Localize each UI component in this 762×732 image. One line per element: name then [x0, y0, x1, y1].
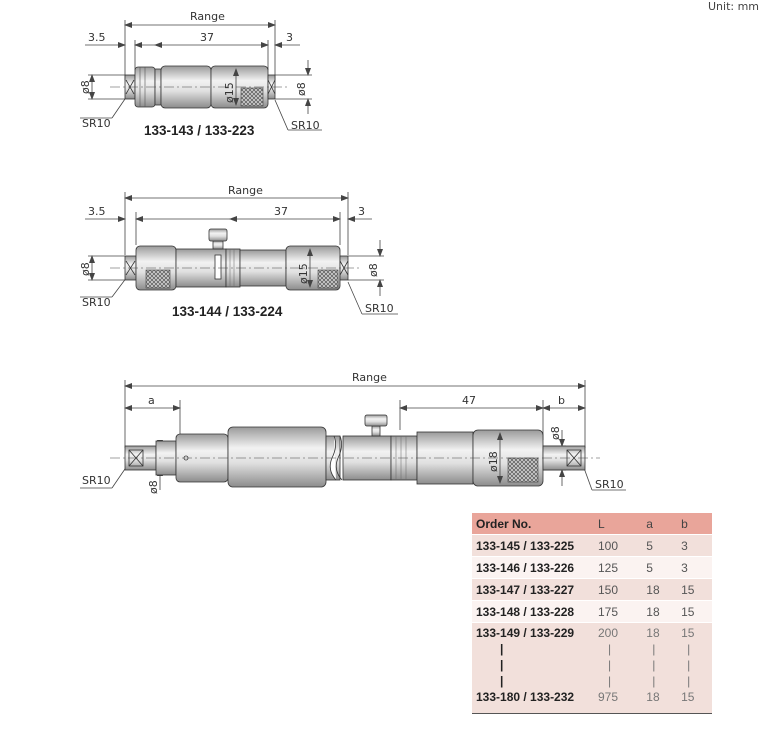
row-a-range: [642, 623, 677, 714]
continuation-mark: |: [500, 642, 504, 656]
drawing-2-length: 37: [274, 205, 288, 218]
drawing-2-right-offset: 3: [358, 205, 365, 218]
header-L: L: [598, 516, 605, 531]
continuation-mark: |: [687, 658, 691, 672]
drawing-2-left-radius: SR10: [82, 296, 111, 309]
row-b-first: 15: [681, 626, 695, 640]
row-L-last: 975: [598, 690, 619, 704]
table-row: [472, 579, 712, 601]
continuation-mark: |: [687, 642, 691, 656]
table-header-row: [472, 513, 712, 535]
row-a: 5: [646, 538, 653, 553]
row-L: 125: [598, 560, 619, 575]
drawing-1-left-radius: SR10: [82, 117, 111, 130]
drawing-3-left-radius: SR10: [82, 474, 111, 487]
drawing-2-left-offset: 3.5: [88, 205, 106, 218]
drawing-1-right-dia: ø8: [295, 82, 308, 96]
row-b: 3: [681, 538, 688, 553]
continuation-mark: |: [500, 658, 504, 672]
drawing-3-a-label: a: [148, 394, 155, 407]
drawing-1-model: 133-143 / 133-223: [144, 123, 255, 138]
table-row: [472, 535, 712, 557]
row-order: 133-145 / 133-225: [476, 538, 575, 553]
table-row: [472, 557, 712, 579]
drawing-3-range-label: Range: [352, 371, 387, 384]
row-order: 133-148 / 133-228: [476, 604, 575, 619]
row-order-last: 133-180 / 133-232: [476, 690, 575, 704]
row-L: 150: [598, 582, 619, 597]
drawing-3-right-radius: SR10: [595, 478, 624, 491]
row-b: 15: [681, 582, 695, 597]
continuation-mark: |: [500, 674, 504, 688]
row-a-first: 18: [646, 626, 660, 640]
drawing-2-right-radius: SR10: [365, 302, 394, 315]
drawing-3-b-label: b: [558, 394, 565, 407]
drawing-1-left-offset: 3.5: [88, 31, 106, 44]
row-L: 100: [598, 538, 619, 553]
drawing-3-body: [110, 415, 600, 487]
row-L-range: [594, 623, 642, 714]
continuation-mark: |: [652, 674, 656, 688]
header-order: Order No.: [476, 516, 532, 531]
drawing-2-model: 133-144 / 133-224: [172, 304, 283, 319]
row-b: 15: [681, 604, 695, 619]
drawing-1-body: [110, 66, 290, 108]
drawing-2-body-dia: ø15: [297, 263, 310, 284]
drawing-1-range-label: Range: [190, 10, 225, 23]
table-row-range: [472, 623, 712, 714]
row-order: 133-146 / 133-226: [476, 560, 575, 575]
continuation-mark: |: [608, 642, 612, 656]
drawing-1-length: 37: [200, 31, 214, 44]
row-L-first: 200: [598, 626, 619, 640]
drawing-3-left-dia: ø8: [147, 480, 160, 494]
drawing-1-right-offset: 3: [286, 31, 293, 44]
row-order: 133-147 / 133-227: [476, 582, 575, 597]
continuation-mark: |: [687, 674, 691, 688]
row-b: 3: [681, 560, 688, 575]
row-L: 175: [598, 604, 619, 619]
drawing-3-right-dia: ø8: [549, 426, 562, 440]
row-b-range: [677, 623, 712, 714]
drawing-3-length: 47: [462, 394, 476, 407]
table-row: [472, 601, 712, 623]
drawing-2-body: [110, 229, 362, 290]
drawing-2-left-dia: ø8: [79, 262, 92, 276]
row-b-last: 15: [681, 690, 695, 704]
continuation-mark: |: [608, 674, 612, 688]
row-order-first: 133-149 / 133-229: [476, 626, 575, 640]
drawing-2-range-label: Range: [228, 184, 263, 197]
drawing-1-body-dia: ø15: [223, 82, 236, 103]
row-a-last: 18: [646, 690, 660, 704]
drawing-2-right-dia: ø8: [367, 263, 380, 277]
header-a: a: [646, 516, 653, 531]
continuation-mark: |: [608, 658, 612, 672]
continuation-mark: |: [652, 642, 656, 656]
unit-label: Unit: mm: [708, 0, 760, 13]
drawing-1-right-radius: SR10: [291, 119, 320, 132]
order-table: [472, 513, 712, 714]
row-a: 5: [646, 560, 653, 575]
header-b: b: [681, 516, 688, 531]
row-order-range: [472, 623, 594, 714]
drawing-3-body-dia: ø18: [487, 451, 500, 472]
continuation-mark: |: [652, 658, 656, 672]
drawing-1-left-dia: ø8: [79, 80, 92, 94]
row-a: 18: [646, 604, 660, 619]
row-a: 18: [646, 582, 660, 597]
